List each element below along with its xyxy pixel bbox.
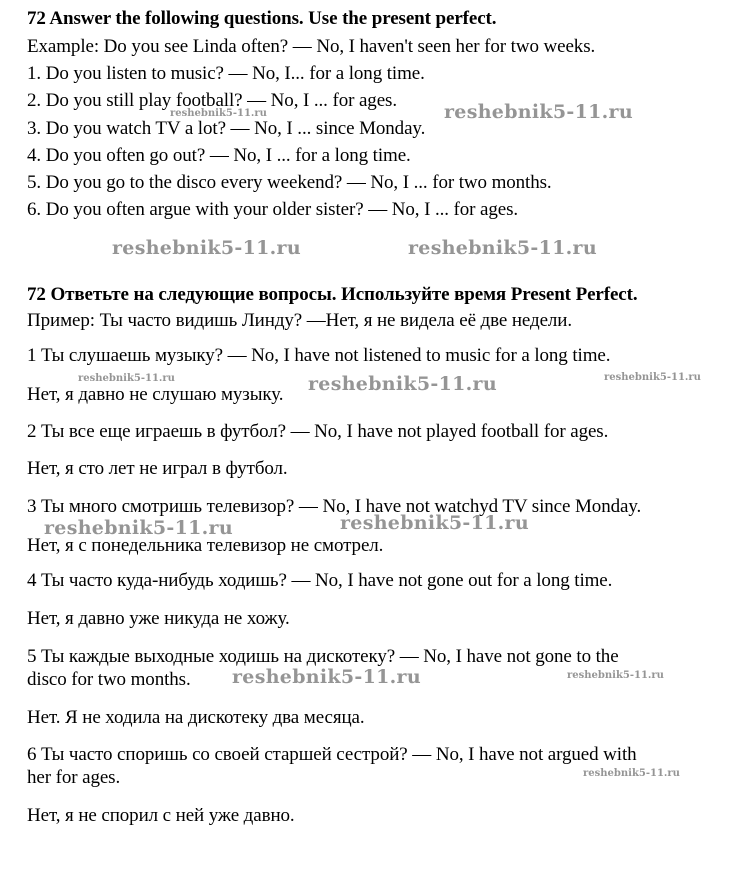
watermark: reshebnik5-11.ru [604, 372, 701, 383]
watermark: reshebnik5-11.ru [567, 670, 664, 681]
exercise-heading-en: 72 Answer the following questions. Use the present perfect. [27, 8, 497, 29]
answer-6-question: 6 Ты часто споришь со своей старшей сестрой? — No, I have not argued with [27, 744, 637, 765]
watermark: reshebnik5-11.ru [308, 373, 497, 395]
watermark: reshebnik5-11.ru [232, 666, 421, 688]
watermark: reshebnik5-11.ru [170, 108, 267, 119]
question-2: 2. Do you still play football? — No, I ... for ages. [27, 90, 397, 111]
answer-4-translation: Нет, я давно уже никуда не хожу. [27, 608, 290, 629]
answer-6-question-cont: her for ages. [27, 767, 121, 788]
watermark: reshebnik5-11.ru [408, 237, 597, 259]
answer-3-translation: Нет, я с понедельника телевизор не смотрел. [27, 535, 384, 556]
answer-3-question: 3 Ты много смотришь телевизор? — No, I have not watchyd TV since Monday. [27, 496, 642, 517]
answer-1-question: 1 Ты слушаешь музыку? — No, I have not listened to music for a long time. [27, 345, 611, 366]
answer-5-question: 5 Ты каждые выходные ходишь на дискотеку? — No, I have not gone to the [27, 646, 619, 667]
example-ru: Пример: Ты часто видишь Линду? —Нет, я не видела её две недели. [27, 310, 573, 331]
watermark: reshebnik5-11.ru [340, 512, 529, 534]
example-en: Example: Do you see Linda often? — No, I haven't seen her for two weeks. [27, 36, 596, 57]
watermark: reshebnik5-11.ru [444, 101, 633, 123]
answer-2-translation: Нет, я сто лет не играл в футбол. [27, 458, 288, 479]
watermark: reshebnik5-11.ru [112, 237, 301, 259]
watermark: reshebnik5-11.ru [44, 517, 233, 539]
question-3: 3. Do you watch TV a lot? — No, I ... since Monday. [27, 118, 426, 139]
answer-1-translation: Нет, я давно не слушаю музыку. [27, 384, 284, 405]
watermark: reshebnik5-11.ru [583, 768, 680, 779]
answer-5-question-cont: disco for two months. [27, 669, 191, 690]
answer-5-translation: Нет. Я не ходила на дискотеку два месяца. [27, 707, 365, 728]
question-4: 4. Do you often go out? — No, I ... for a long time. [27, 145, 411, 166]
answer-6-translation: Нет, я не спорил с ней уже давно. [27, 805, 295, 826]
exercise-heading-ru: 72 Ответьте на следующие вопросы. Используйте время Present Perfect. [27, 284, 638, 305]
answer-4-question: 4 Ты часто куда-нибудь ходишь? — No, I have not gone out for a long time. [27, 570, 613, 591]
question-6: 6. Do you often argue with your older sister? — No, I ... for ages. [27, 199, 519, 220]
question-1: 1. Do you listen to music? — No, I... for a long time. [27, 63, 425, 84]
answer-2-question: 2 Ты все еще играешь в футбол? — No, I have not played football for ages. [27, 421, 609, 442]
question-5: 5. Do you go to the disco every weekend? — No, I ... for two months. [27, 172, 552, 193]
watermark: reshebnik5-11.ru [78, 373, 175, 384]
